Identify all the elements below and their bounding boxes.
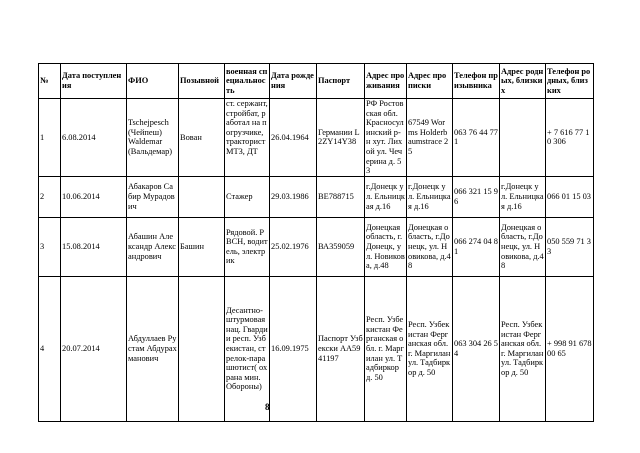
col-header-birth: Дата рождения [270,64,317,99]
cell-callsign [179,176,225,217]
cell-callsign: Башин [179,217,225,276]
cell-address-reg: г.Донецк ул. Ельницкая д.16 [407,176,453,217]
cell-birth: 29.03.1986 [270,176,317,217]
col-header-address-live: Адрес проживания [365,64,407,99]
cell-address-reg: Донецкая область, г.Донецк, ул. Новикова, д.48 [407,217,453,276]
cell-specialty: Стажер [225,176,270,217]
cell-address-live: Респ. Узбекистан Ферганская обл. г. Маргилан ул. Тадбиркор д. 50 [365,276,407,421]
cell-birth: 16.09.1975 [270,276,317,421]
cell-phone: 063 304 26 54 [453,276,500,421]
cell-relatives-phone: + 998 91 678 00 65 [546,276,594,421]
col-header-address-reg: Адрес прописки [407,64,453,99]
table-row [39,217,594,276]
cell-passport: ВА359059 [317,217,365,276]
col-header-relatives-address: Адрес родных, близких [500,64,546,99]
cell-date: 10.06.2014 [61,176,127,217]
cell-specialty: Десантно-штурмовая нац. Гвардии респ. Узбекистан, стрелок-парашютист( охрана мин. Обороны) [225,276,270,421]
table-row [39,276,594,421]
cell-relatives-address: Респ. Узбекистан Ферганская обл. г. Маргилан ул. Тадбиркор д. 50 [500,276,546,421]
cell-passport: ВЕ788715 [317,176,365,217]
col-header-fio: ФИО [127,64,179,99]
cell-callsign [179,276,225,421]
cell-callsign: Вован [179,99,225,177]
cell-birth: 26.04.1964 [270,99,317,177]
table-row [39,99,594,177]
cell-number: 3 [39,217,61,276]
cell-fio: Tschejpesch (Чейпеш) Waldemar (Вальдемар) [127,99,179,177]
cell-phone: 066 274 04 81 [453,217,500,276]
col-header-number: № [39,64,61,99]
cell-phone: 063 76 44 771 [453,99,500,177]
cell-relatives-phone: 066 01 15 03 [546,176,594,217]
col-header-relatives-phone: Телефон родных, близких [546,64,594,99]
cell-date: 20.07.2014 [61,276,127,421]
cell-relatives-address [500,99,546,177]
col-header-callsign: Позывной [179,64,225,99]
cell-specialty: Рядовой. РВСН, водитель, электрик [225,217,270,276]
cell-address-live: РФ Ростовская обл. Красносулинский р-н хут. Лихой ул. Чечерина д. 53 [365,99,407,177]
col-header-phone: Телефон призывника [453,64,500,99]
cell-birth: 25.02.1976 [270,217,317,276]
cell-relatives-address: Донецкая область, г.Донецк, ул. Новикова, д.48 [500,217,546,276]
cell-address-reg: 67549 Worms Holderbaumstrace 25 [407,99,453,177]
col-header-date: Дата поступления [61,64,127,99]
cell-number: 1 [39,99,61,177]
cell-relatives-address: г.Донецк ул. Ельницкая д.16 [500,176,546,217]
col-header-specialty: военная специальность [225,64,270,99]
table-row [39,176,594,217]
cell-specialty: ст. сержант, стройбат, работал на погрузчике, тракторист МТЗ, ДТ [225,99,270,177]
cell-phone: 066 321 15 96 [453,176,500,217]
cell-fio: Абашин Александр Александрович [127,217,179,276]
cell-passport: Германии L2ZY14Y38 [317,99,365,177]
col-header-passport: Паспорт [317,64,365,99]
cell-address-reg: Респ. Узбекистан Ферганская обл. г. Маргилан ул. Тадбиркор д. 50 [407,276,453,421]
cell-fio: Абакаров Сабир Мурадович [127,176,179,217]
cell-fio: Абдуллаев Рустам Абдурахманович [127,276,179,421]
cell-relatives-phone: 050 559 71 33 [546,217,594,276]
cell-passport: Паспорт Узбекски АА5941197 [317,276,365,421]
cell-address-live: г.Донецк ул. Ельницкая д.16 [365,176,407,217]
header-row [39,64,594,99]
personnel-table [38,63,594,422]
cell-date: 15.08.2014 [61,217,127,276]
cell-date: 6.08.2014 [61,99,127,177]
cell-number: 2 [39,176,61,217]
cell-relatives-phone: + 7 616 77 10 306 [546,99,594,177]
page-marker: 8 [265,402,270,412]
cell-number: 4 [39,276,61,421]
cell-address-live: Донецкая область, г.Донецк, ул. Новикова, д.48 [365,217,407,276]
